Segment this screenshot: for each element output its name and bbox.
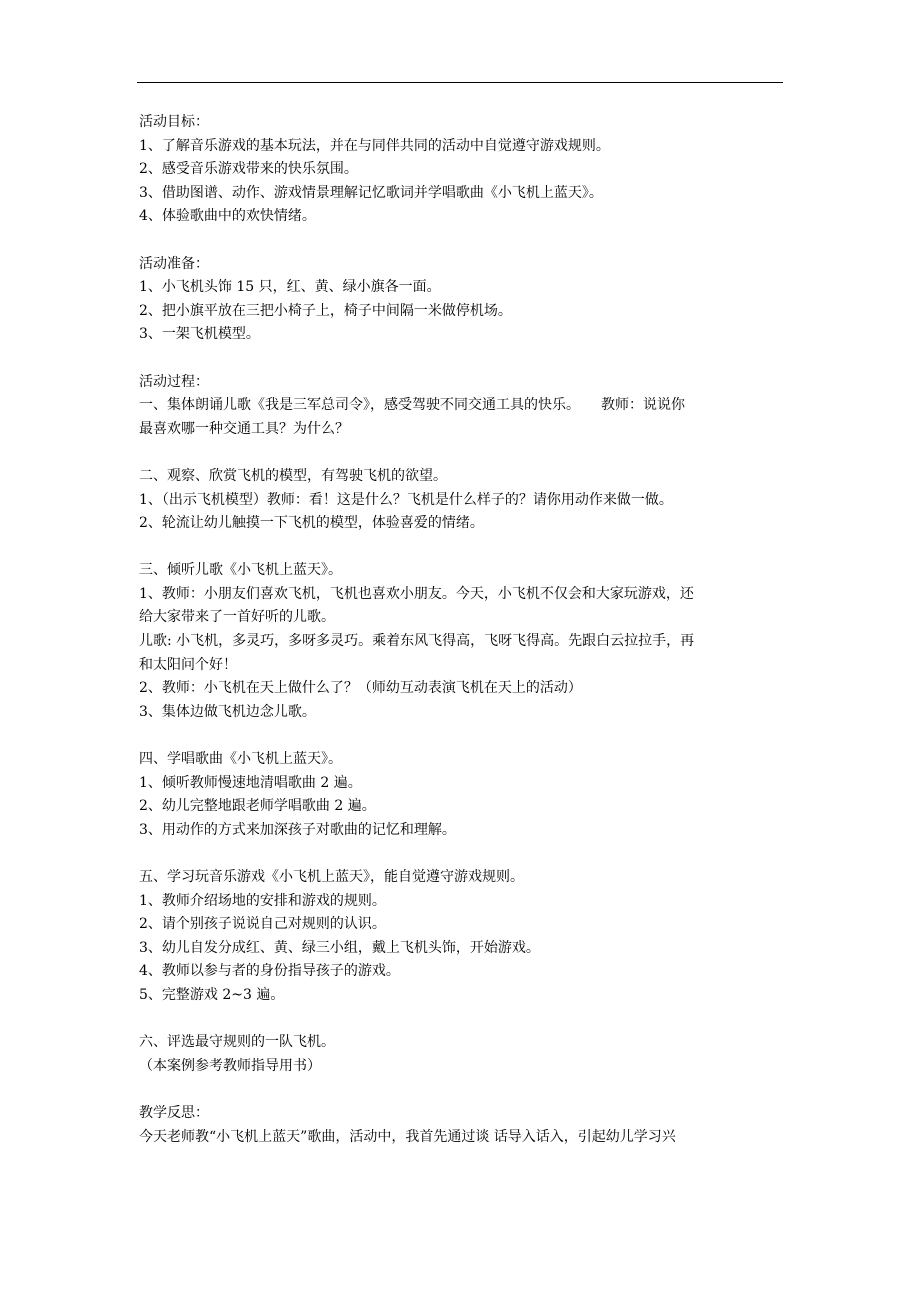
- step3-line: 3、集体边做飞机边念儿歌。: [139, 703, 316, 720]
- prep-heading: 活动准备：: [139, 255, 209, 272]
- goals-section: [139, 111, 785, 229]
- step6-note: （本案例参考教师指导用书）: [139, 1057, 321, 1074]
- step5-item: 2、请个别孩子说说自己对规则的认识。: [139, 916, 386, 933]
- step5-item: 3、幼儿自发分成红、黄、绿三小组，戴上飞机头饰，开始游戏。: [139, 939, 540, 956]
- step2-item: 1、（出示飞机模型）教师：看！这是什么？飞机是什么样子的？请你用动作来做一做。: [139, 491, 673, 508]
- step5-item: 1、教师介绍场地的安排和游戏的规则。: [139, 892, 386, 909]
- prep-section: [139, 253, 785, 347]
- step1-line: 一、集体朗诵儿歌《我是三军总司令》，感受驾驶不同交通工具的快乐。 教师：说说你: [139, 397, 685, 414]
- step5-title: 五、学习玩音乐游戏《小飞机上蓝天》，能自觉遵守游戏规则。: [139, 869, 524, 885]
- step5-item: 4、教师以参与者的身份指导孩子的游戏。: [139, 963, 400, 980]
- step1-line: 最喜欢哪一种交通工具？为什么？: [139, 420, 349, 437]
- goal-item: 2、感受音乐游戏带来的快乐氛围。: [139, 161, 358, 178]
- process-section: [139, 371, 785, 1079]
- prep-item: 1、小飞机头饰 15 只，红、黄、绿小旗各一面。: [139, 279, 441, 296]
- goal-item: 1、了解音乐游戏的基本玩法，并在与同伴共同的活动中自觉遵守游戏规则。: [139, 137, 610, 154]
- step5-item: 5、完整游戏 2~3 遍。: [139, 986, 285, 1003]
- step4-title: 四、学唱歌曲《小飞机上蓝天》。: [139, 751, 342, 768]
- header-rule: [137, 82, 783, 83]
- process-heading: 活动过程：: [139, 373, 209, 390]
- goal-item: 3、借助图谱、动作、游戏情景理解记忆歌词并学唱歌曲《小飞机上蓝天》。: [139, 184, 603, 201]
- step6-title: 六、评选最守规则的一队飞机。: [139, 1034, 335, 1051]
- step4-item: 2、幼儿完整地跟老师学唱歌曲 2 遍。: [139, 798, 376, 815]
- goal-item: 4、体验歌曲中的欢快情绪。: [139, 208, 316, 225]
- reflection-heading: 教学反思：: [139, 1104, 209, 1121]
- step4-item: 1、倾听教师慢速地清唱歌曲 2 遍。: [139, 774, 362, 791]
- step3-line: 2、教师：小飞机在天上做什么了？（师幼互动表演飞机在天上的活动）: [139, 680, 582, 697]
- goals-heading: 活动目标：: [139, 114, 209, 130]
- reflection-line: 今天老师教“小飞机上蓝天”歌曲，活动中，我首先通过谈 话导入话入，引起幼儿学习兴: [139, 1128, 676, 1145]
- step3-line: 给大家带来了一首好听的儿歌。: [139, 609, 335, 626]
- reflection-section: [139, 1102, 785, 1149]
- step3-line: 儿歌: 小飞机，多灵巧，多呀多灵巧。乘着东风飞得高，飞呀飞得高。先跟白云拉拉手，再: [139, 633, 695, 650]
- step3-title: 三、倾听儿歌《小飞机上蓝天》。: [139, 562, 342, 579]
- step3-line: 1、教师：小朋友们喜欢飞机，飞机也喜欢小朋友。今天，小飞机不仅会和大家玩游戏，还: [139, 585, 694, 602]
- step3-line: 和太阳问个好！: [139, 656, 237, 673]
- document-body: [139, 111, 785, 1149]
- prep-item: 3、一架飞机模型。: [139, 326, 260, 343]
- step2-item: 2、轮流让幼儿触摸一下飞机的模型，体验喜爱的情绪。: [139, 515, 484, 532]
- step4-item: 3、用动作的方式来加深孩子对歌曲的记忆和理解。: [139, 821, 456, 838]
- step2-title: 二、观察、欣赏飞机的模型，有驾驶飞机的欲望。: [139, 467, 447, 484]
- prep-item: 2、把小旗平放在三把小椅子上，椅子中间隔一米做停机场。: [139, 302, 512, 319]
